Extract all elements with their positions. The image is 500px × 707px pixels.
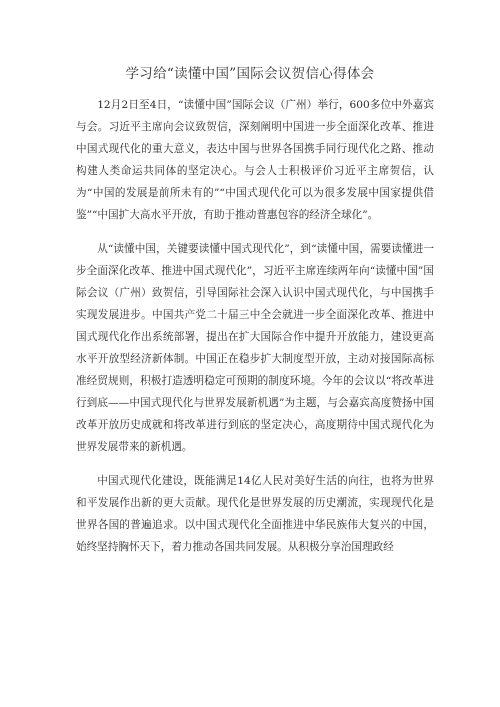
paragraph-2: 从“读懂中国，关键要读懂中国式现代化”，到“读懂中国，需要读懂进一步全面深化改革、推进中国式现代化”，习近平主席连续两年向“读懂中国”国际会议（广州）致贺信，引导国际社会深入认识中国式现代化，与中国携手实现发展进步。中国共产党二十届三中全会就进一步全面深化改革、推进中国式现代化作出系统部署，提出在扩大国际合作中提升开放能力，建设更高水平开放型经济新体制。中国正在稳步扩大制度型开放，主动对接国际高标准经贸规则，积极打造透明稳定可预期的制度环境。今年的会议以“将改革进行到底——中国式现代化与世界发展新机遇”为主题，与会嘉宾高度赞扬中国改革开放历史成就和将改革进行到底的坚定决心，高度期待中国式现代化为世界发展带来的新机遇。 (76, 243, 434, 453)
paragraph-1: 12月2日至4日，“读懂中国”国际会议（广州）举行，600多位中外嘉宾与会。习近平主席向会议致贺信，深刻阐明中国进一步全面深化改革、推进中国式现代化的重大意义，表达中国与世界各国携手同行现代化之路、推动构建人类命运共同体的坚定决心。与会人士积极评价习近平主席贺信，认为“中国的发展是前所未有的”“中国式现代化可以为很多发展中国家提供借鉴”“中国扩大高水平开放，有助于推动普惠包容的经济全球化”。 (76, 99, 434, 221)
paragraph-3: 中国式现代化建设，既能满足14亿人民对美好生活的向往，也将为世界和平发展作出新的更大贡献。现代化是世界发展的历史潮流，实现现代化是世界各国的普遍追求。以中国式现代化全面推进中华民族伟大复兴的中国，始终坚持胸怀天下，着力推动各国共同发展。从积极分享治国理政经 (76, 475, 434, 553)
document-body (76, 94, 434, 558)
document-title: 学习给“读懂中国”国际会议贺信心得体会 (125, 66, 375, 82)
